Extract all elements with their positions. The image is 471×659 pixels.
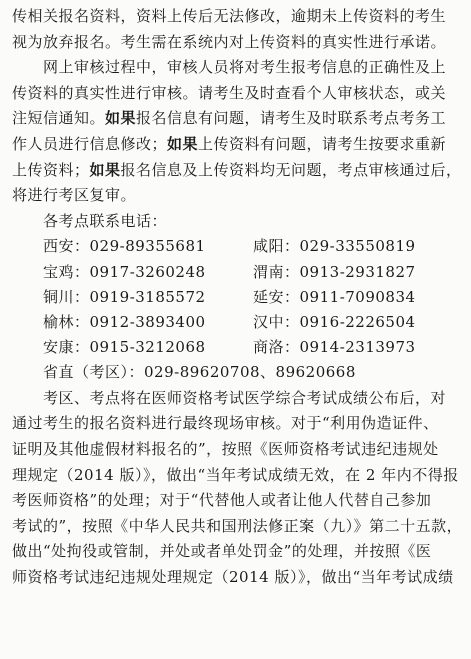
text-line [12, 158, 463, 184]
contacts-section [12, 209, 463, 386]
city-label: 延安： [253, 287, 300, 306]
contact-entry [253, 335, 463, 360]
contact-entry [43, 234, 253, 259]
text-line: 考医师资格”的处理；对于“代替他人或者让他人代替自己参加 [12, 491, 432, 510]
phone-number: 0915-3212068 [89, 338, 206, 357]
text-line: 做出“处拘役或管制，并处或者单处罚金”的处理，并按照《医 [12, 542, 432, 561]
city-label: 榆林： [43, 312, 90, 331]
contact-row [43, 310, 463, 335]
bold-keyword: 如果 [89, 160, 121, 179]
phone-number: 0916-2226504 [299, 312, 416, 331]
text-line [12, 132, 463, 158]
contact-row [43, 335, 463, 360]
text-line: 传资料的真实性进行审核。请考生及时查看个人审核状态，或关 [12, 83, 447, 102]
contact-entry [253, 285, 463, 310]
phone-number: 0912-3893400 [89, 312, 206, 331]
bold-keyword: 如果 [167, 134, 199, 153]
contact-entry [43, 335, 253, 360]
phone-number: 0917-3260248 [89, 262, 206, 281]
paragraph-online-review [12, 55, 463, 209]
contact-row [43, 285, 463, 310]
text-segment: 报名信息及上传资料均无问题，考点审核通过后， [120, 160, 462, 179]
text-segment: 上传资料有问题，请考生按要求重新 [198, 134, 447, 153]
text-line: 视为放弃报名。考生需在系统内对上传资料的真实性进行承诺。 [12, 32, 447, 51]
phone-number: 0911-7090834 [299, 287, 416, 306]
paragraph-upload-notice [12, 4, 463, 55]
paragraph-onsite-review [12, 386, 463, 591]
contacts-heading: 各考点联系电话： [43, 211, 168, 230]
contact-entry [43, 285, 253, 310]
provincial-contact: 省直（考区）：029-89620708、89620668 [43, 363, 356, 382]
text-line: 考试的”，按照《中华人民共和国刑法修正案（九）》第二十五款， [12, 516, 463, 535]
text-line: 理规定（2014 版）》，做出“当年考试成绩无效，在 2 年内不得报 [12, 465, 459, 484]
text-line: 通过考生的报名资料进行最终现场审核。对于“利用伪造证件、 [12, 414, 439, 433]
contact-entry [253, 234, 463, 259]
city-label: 安康： [43, 338, 90, 357]
contact-entry [43, 260, 253, 285]
contacts-table [12, 234, 463, 360]
phone-number: 0913-2931827 [299, 262, 416, 281]
text-line: 网上审核过程中，审核人员将对考生报考信息的正确性及上 [43, 58, 447, 77]
contact-entry [43, 310, 253, 335]
city-label: 铜川： [43, 287, 90, 306]
text-segment: 报名信息有问题，请考生及时联系考点考务工 [136, 109, 447, 128]
text-segment: 作人员进行信息修改； [12, 134, 168, 153]
phone-number: 029-89355681 [89, 237, 206, 256]
city-label: 汉中： [253, 312, 300, 331]
bold-keyword: 如果 [105, 109, 137, 128]
text-line: 传相关报名资料，资料上传后无法修改，逾期未上传资料的考生 [12, 7, 447, 25]
contact-entry [253, 260, 463, 285]
phone-number: 029-33550819 [299, 237, 416, 256]
text-segment: 注短信通知。 [12, 109, 106, 128]
text-line: 考区、考点将在医师资格考试医学综合考试成绩公布后，对 [43, 388, 447, 407]
city-label: 宝鸡： [43, 262, 90, 281]
city-label: 西安： [43, 237, 90, 256]
city-label: 咸阳： [253, 237, 300, 256]
phone-number: 0914-2313973 [299, 338, 416, 357]
text-line: 证明及其他虚假材料报名的”，按照《医师资格考试违纪违规处 [12, 440, 439, 459]
text-line: 将进行考区复审。 [12, 186, 137, 205]
contact-row [43, 260, 463, 285]
city-label: 商洛： [253, 338, 300, 357]
contact-entry [253, 310, 463, 335]
phone-number: 0919-3185572 [89, 287, 206, 306]
text-line: 师资格考试违纪违规处理规定（2014 版）》，做出“当年考试成绩 [12, 568, 454, 587]
city-label: 渭南： [253, 262, 300, 281]
text-segment: 上传资料； [12, 160, 90, 179]
text-line [12, 106, 463, 132]
contact-row [43, 234, 463, 259]
